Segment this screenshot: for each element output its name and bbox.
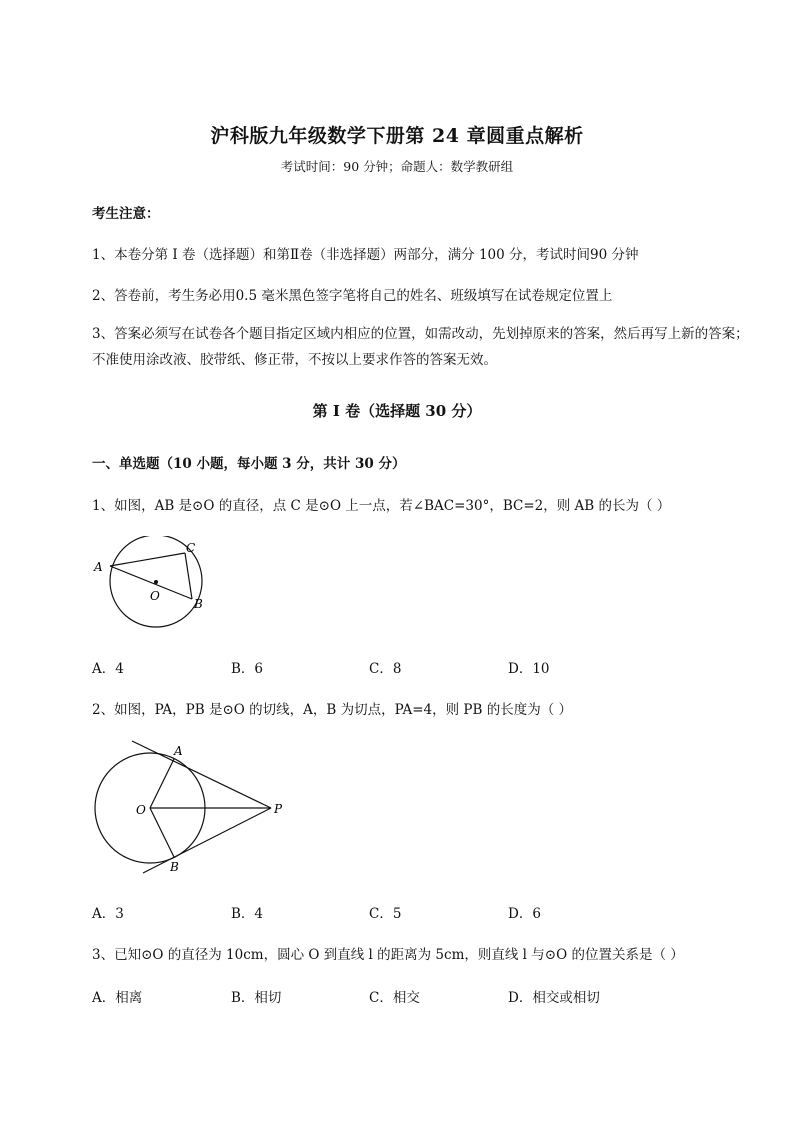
label-c: C: [186, 541, 196, 555]
label-a: A: [94, 560, 103, 574]
label-b: B: [194, 597, 203, 611]
tangent-pb: [143, 808, 271, 873]
q3-option-b: B．相切: [231, 990, 282, 1006]
label-b: B: [170, 860, 179, 874]
label-a: A: [174, 744, 183, 758]
notice-heading: 考生注意：: [92, 206, 160, 222]
label-p: P: [274, 802, 283, 816]
section-title: 第 I 卷（选择题 30 分）: [312, 402, 482, 420]
exam-info: 考试时间：90 分钟；命题人：数学教研组: [280, 159, 514, 174]
radius-ob: [150, 808, 174, 857]
q2-option-a: A．3: [92, 906, 124, 922]
q1-option-d: D．10: [508, 661, 550, 677]
q3-option-c: C．相交: [369, 990, 420, 1006]
chord-cb: [185, 553, 192, 599]
q2-option-d: D．6: [508, 906, 541, 922]
tangent-pa: [132, 741, 271, 808]
q1-option-b: B．6: [231, 661, 264, 677]
q3-option-a: A．相离: [92, 990, 143, 1006]
question-1-text: 1、如图，AB 是⊙O 的直径，点 C 是⊙O 上一点，若∠BAC=30°，BC=2，则 AB 的长为（ ）: [92, 498, 671, 514]
q2-option-b: B．4: [231, 906, 264, 922]
q1-option-c: C．8: [369, 661, 402, 677]
page-title: 沪科版九年级数学下册第 24 章圆重点解析: [210, 125, 584, 147]
question-2-text: 2、如图，PA，PB 是⊙O 的切线，A，B 为切点，PA=4，则 PB 的长度为（ ）: [92, 702, 572, 718]
q1-option-a: A．4: [92, 661, 124, 677]
part-title: 一、单选题（10 小题，每小题 3 分，共计 30 分）: [92, 456, 406, 472]
notice-item-1: 1、本卷分第 I 卷（选择题）和第Ⅱ卷（非选择题）两部分，满分 100 分，考试时间90 分钟: [92, 247, 639, 263]
notice-item-3: 3、答案必须写在试卷各个题目指定区域内相应的位置，如需改动，先划掉原来的答案，然后再写上新的答案；不准使用涂改液、胶带纸、修正带，不按以上要求作答的答案无效。: [92, 326, 749, 368]
q2-option-c: C．5: [369, 906, 402, 922]
chord-ac: [110, 553, 185, 566]
question-1-figure: [88, 536, 218, 636]
notice-item-2: 2、答卷前，考生务必用0.5 毫米黑色签字笔将自己的姓名、班级填写在试卷规定位置上: [92, 288, 613, 304]
q3-option-d: D．相交或相切: [508, 990, 600, 1006]
question-3-text: 3、已知⊙O 的直径为 10cm，圆心 O 到直线 l 的距离为 5cm，则直线 l 与⊙O 的位置关系是（ ）: [92, 947, 684, 963]
question-2-figure: [88, 738, 298, 878]
label-o: O: [136, 803, 146, 817]
label-o: O: [150, 589, 160, 603]
center-point: [154, 580, 158, 584]
radius-oa: [150, 759, 174, 808]
